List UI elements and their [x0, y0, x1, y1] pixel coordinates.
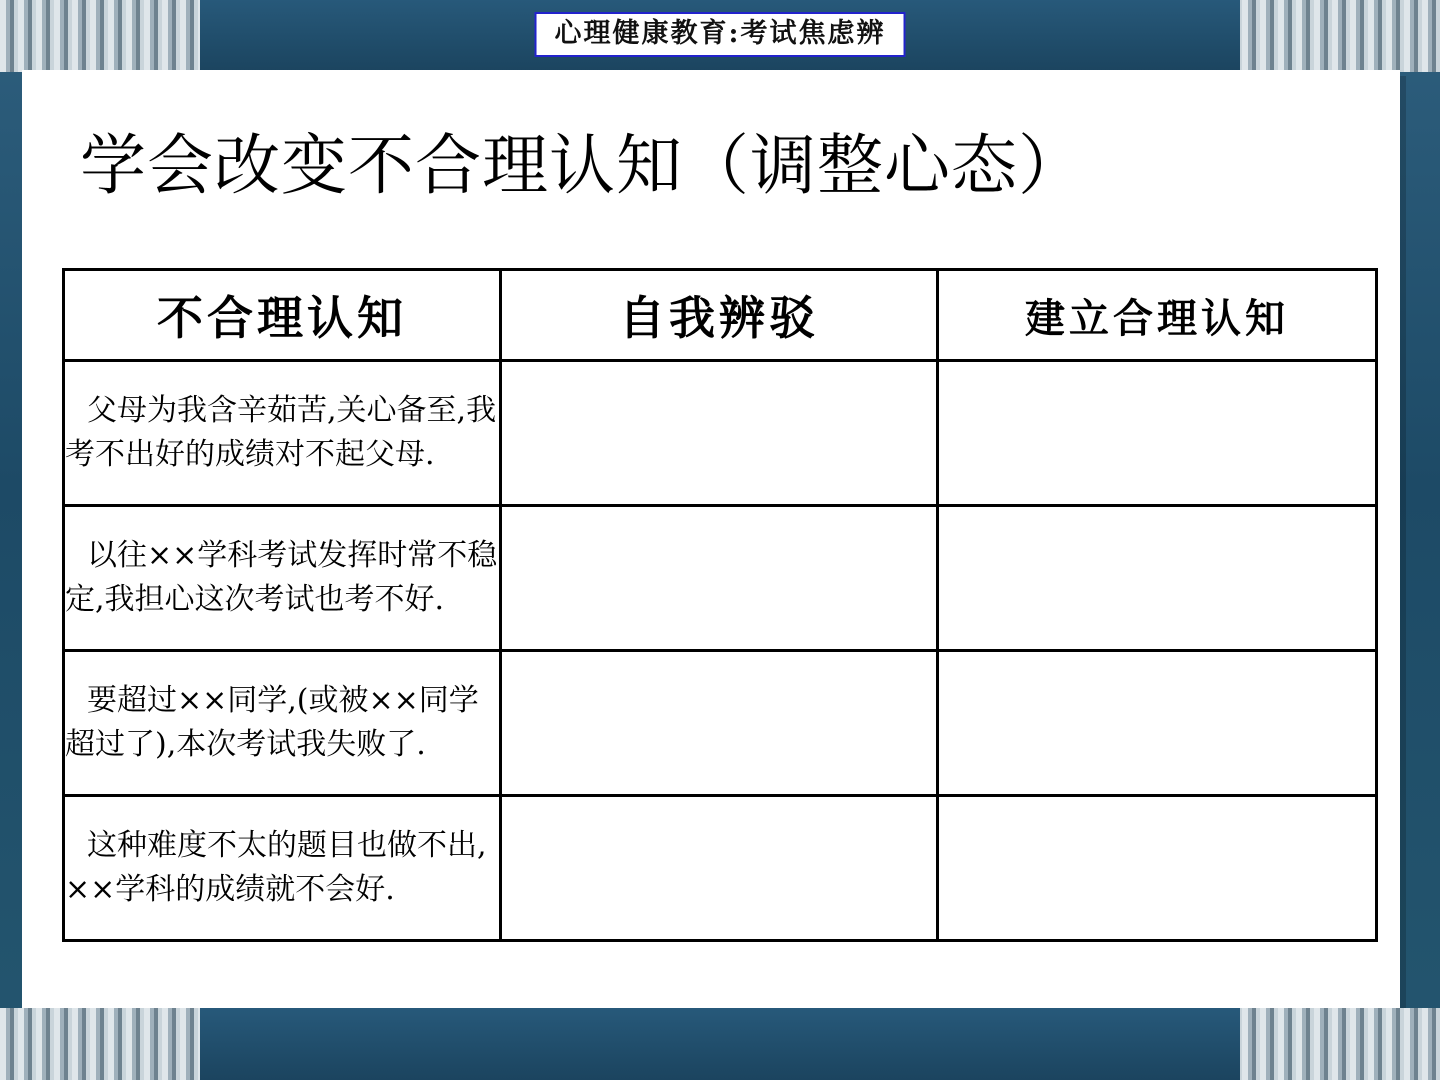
cell-refute-4[interactable] — [501, 796, 938, 941]
cell-refute-2[interactable] — [501, 506, 938, 651]
table-row — [64, 506, 1377, 651]
cell-refute-3[interactable] — [501, 651, 938, 796]
header-badge — [535, 12, 906, 57]
cell-irrational-3: 要超过××同学,(或被××同学超过了),本次考试我失败了. — [64, 651, 501, 796]
bottom-film-strip-decoration — [0, 1008, 1440, 1080]
table-row — [64, 796, 1377, 941]
column-header-rational: 建立合理认知 — [938, 270, 1377, 361]
header-badge-label: 心理健康教育:考试焦虑辨 — [554, 18, 886, 49]
table-row — [64, 651, 1377, 796]
cell-irrational-1: 父母为我含辛茹苦,关心备至,我考不出好的成绩对不起父母. — [64, 361, 501, 506]
page-title: 学会改变不合理认知（调整心态） — [80, 127, 1085, 204]
cell-rational-4[interactable] — [938, 796, 1377, 941]
cell-irrational-4: 这种难度不太的题目也做不出,××学科的成绩就不会好. — [64, 796, 501, 941]
cell-rational-3[interactable] — [938, 651, 1377, 796]
table-header-row — [64, 270, 1377, 361]
column-header-irrational: 不合理认知 — [64, 270, 501, 361]
cell-irrational-2: 以往××学科考试发挥时常不稳定,我担心这次考试也考不好. — [64, 506, 501, 651]
cell-rational-1[interactable] — [938, 361, 1377, 506]
bottom-strip-center-block — [200, 1008, 1240, 1080]
cognition-table — [62, 268, 1378, 942]
table-row — [64, 361, 1377, 506]
slide-content-card — [22, 70, 1400, 1032]
cell-refute-1[interactable] — [501, 361, 938, 506]
cell-rational-2[interactable] — [938, 506, 1377, 651]
cognition-table-container — [62, 268, 1375, 942]
column-header-refute: 自我辨驳 — [501, 270, 938, 361]
